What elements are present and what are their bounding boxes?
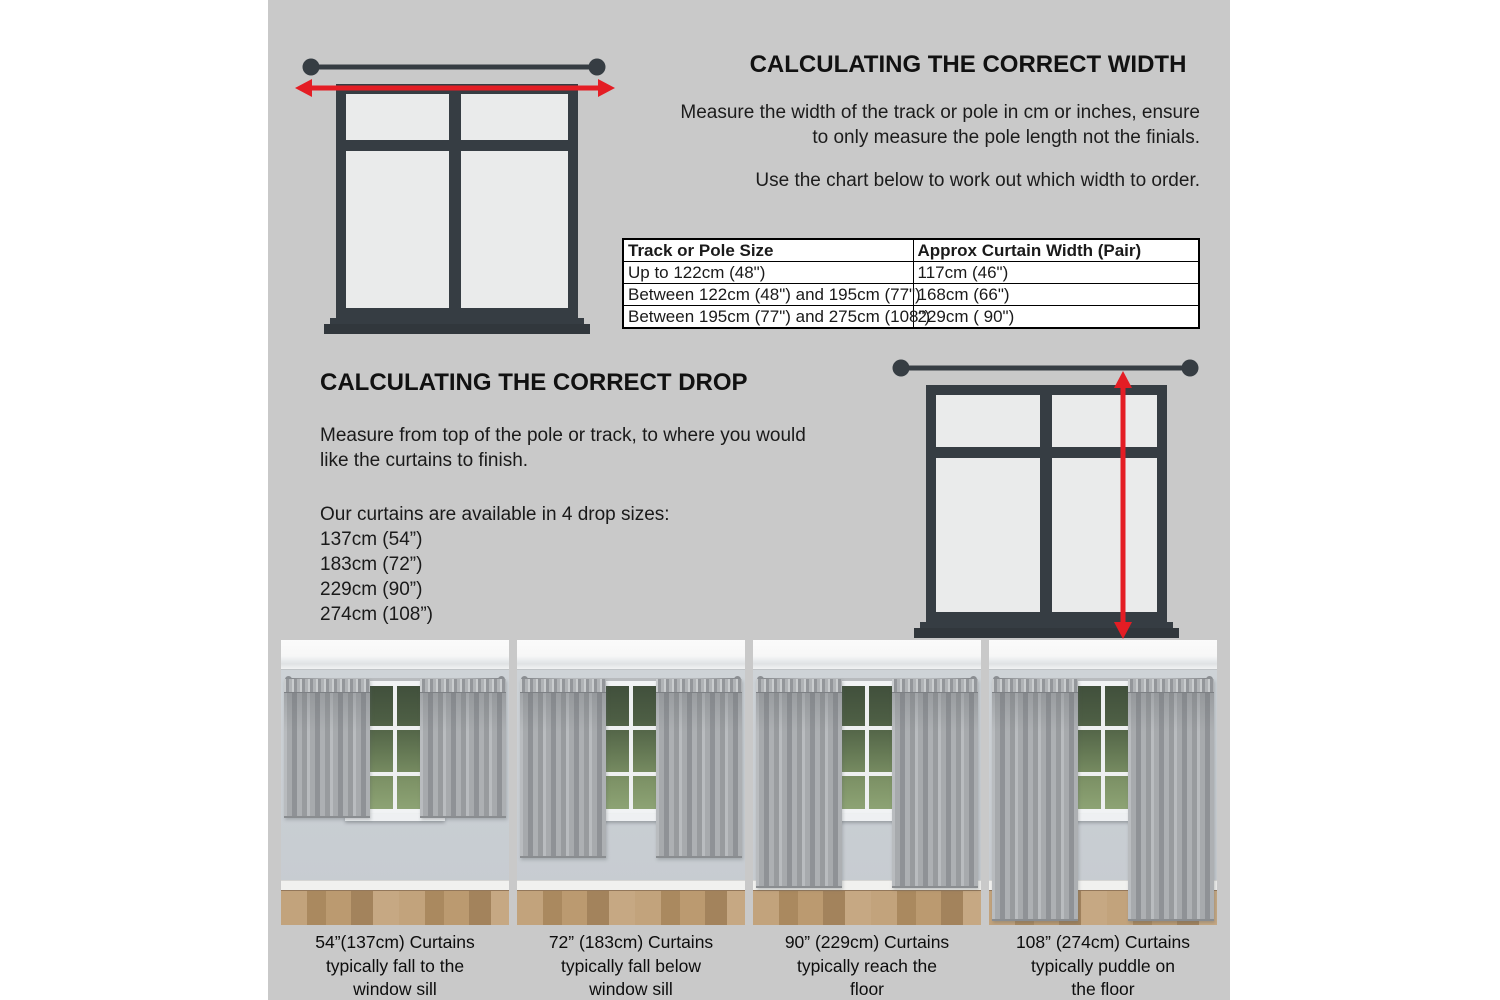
skirting-board (517, 880, 745, 890)
photo-caption (281, 931, 509, 1000)
window-frame-icon (324, 84, 590, 334)
drop-size-option: 137cm (54”) (320, 529, 423, 550)
curtain-panel-left (992, 679, 1078, 921)
caption-line: typically puddle on (1031, 955, 1175, 976)
curtain-photo-below-sill (517, 640, 745, 925)
width-instruction-line-1: Measure the width of the track or pole in cm or inches, ensure (680, 102, 1200, 123)
curtain-photo-floor-length (753, 640, 981, 925)
skirting-board (281, 880, 509, 890)
photo-caption (517, 931, 745, 1000)
table-row (623, 262, 1199, 284)
content-panel (268, 0, 1230, 1000)
curtain-photo-puddle-length (989, 640, 1217, 925)
curtain-panel-right (892, 679, 978, 888)
curtain-panel-right (1128, 679, 1214, 921)
window-width-illustration (290, 55, 620, 345)
drop-instructions (320, 423, 880, 473)
table-row (623, 284, 1199, 306)
table-row (623, 306, 1199, 329)
curtain-panel-left (756, 679, 842, 888)
cell-curtain-width: 229cm ( 90") (913, 306, 1199, 329)
window-frame-icon (914, 385, 1179, 638)
window-muntin (393, 686, 397, 809)
drop-instruction-line-1: Measure from top of the pole or track, to where you would (320, 425, 806, 446)
cell-pole-size: Between 122cm (48") and 195cm (77") (623, 284, 913, 306)
width-section-title: CALCULATING THE CORRECT WIDTH (749, 51, 1187, 78)
photo-caption (989, 931, 1217, 1000)
cell-curtain-width: 117cm (46") (913, 262, 1199, 284)
caption-line: floor (849, 979, 885, 999)
drop-sizes-list (320, 502, 880, 627)
curtain-panel-left (284, 679, 370, 818)
drop-size-option: 229cm (90”) (320, 579, 423, 600)
chart-note: Use the chart below to work out which width to order. (755, 170, 1200, 191)
caption-line: window sill (589, 979, 673, 999)
drop-sizes-intro: Our curtains are available in 4 drop sizes: (320, 504, 670, 525)
cell-pole-size: Up to 122cm (48") (623, 262, 913, 284)
caption-line: typically reach the (796, 955, 938, 976)
caption-line: window sill (353, 979, 437, 999)
photo-caption (753, 931, 981, 1000)
cell-curtain-width: 168cm (66") (913, 284, 1199, 306)
curtain-pole-icon (303, 59, 606, 76)
window-drop-illustration (890, 355, 1210, 645)
caption-line: 90” (229cm) Curtains (784, 932, 950, 952)
drop-instruction-line-2: like the curtains to finish. (320, 450, 529, 471)
caption-line: 54”(137cm) Curtains (315, 932, 475, 952)
caption-line: typically fall to the (325, 955, 465, 976)
curtain-panel-left (520, 679, 606, 858)
ceiling-cornice (281, 640, 509, 670)
table-header-row (623, 239, 1199, 262)
wood-floor (517, 890, 745, 925)
window-muntin (865, 686, 869, 809)
size-table (622, 238, 1200, 329)
drop-section (320, 369, 880, 627)
curtain-photo-sill-length (281, 640, 509, 925)
cell-pole-size: Between 195cm (77") and 275cm (108") (623, 306, 913, 329)
width-instruction-line-2: to only measure the pole length not the finials. (812, 127, 1200, 148)
wood-floor (281, 890, 509, 925)
caption-line: the floor (1071, 979, 1135, 999)
curtain-pole-icon (893, 360, 1199, 377)
window-muntin (1101, 686, 1105, 809)
window-muntin (629, 686, 633, 809)
caption-line: 108” (274cm) Curtains (1015, 932, 1191, 952)
ceiling-cornice (989, 640, 1217, 670)
curtain-panel-right (656, 679, 742, 858)
drop-size-option: 274cm (108”) (320, 604, 433, 625)
curtain-panel-right (420, 679, 506, 818)
col-header-track-pole-size: Track or Pole Size (623, 239, 913, 262)
wood-floor (753, 890, 981, 925)
caption-line: 72” (183cm) Curtains (548, 932, 714, 952)
ceiling-cornice (517, 640, 745, 670)
caption-line: typically fall below (560, 955, 702, 976)
width-instructions (620, 100, 1200, 193)
drop-size-option: 183cm (72”) (320, 554, 423, 575)
col-header-curtain-width: Approx Curtain Width (Pair) (913, 239, 1199, 262)
ceiling-cornice (753, 640, 981, 670)
drop-section-title: CALCULATING THE CORRECT DROP (320, 369, 748, 396)
